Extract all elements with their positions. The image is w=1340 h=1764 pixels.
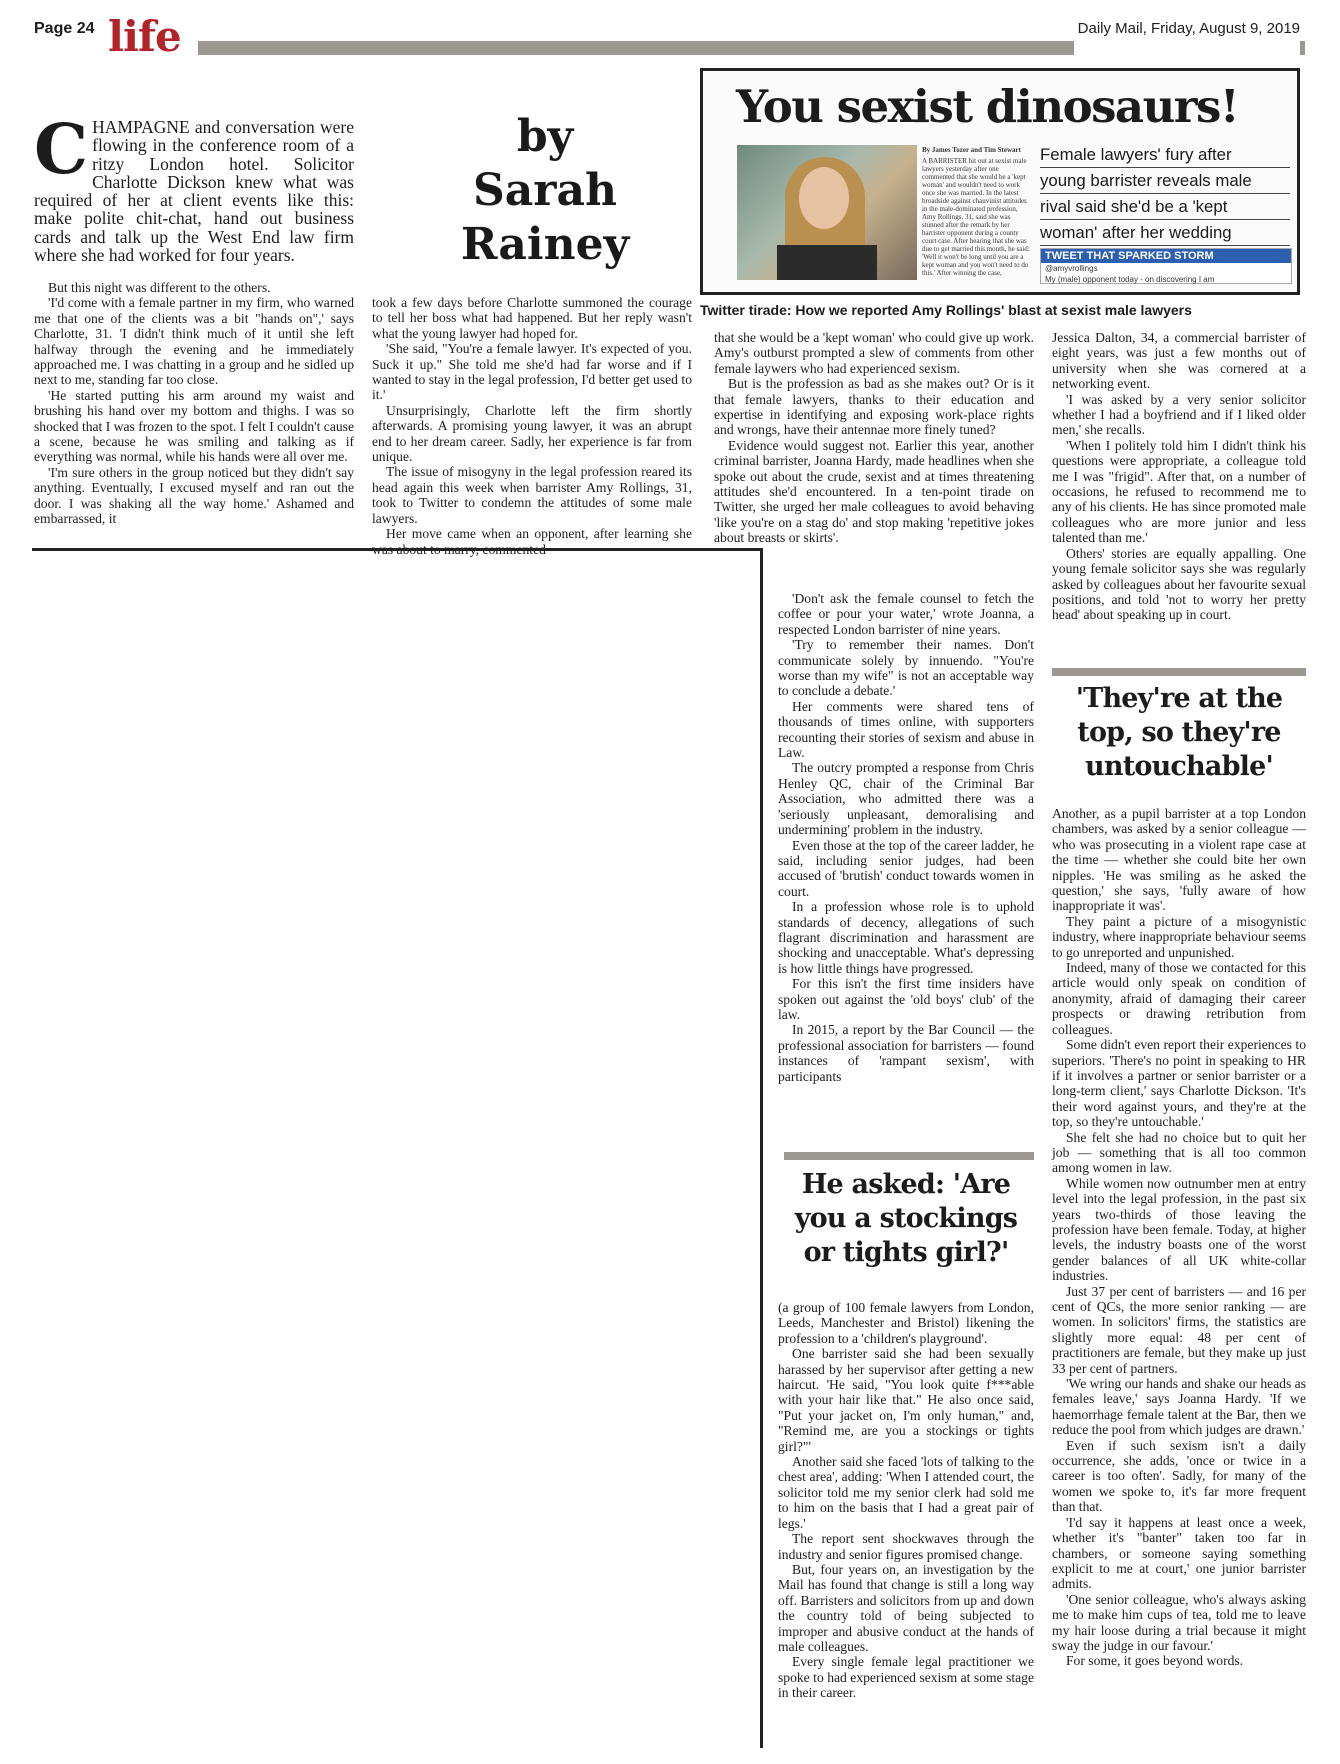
- deck-line: young barrister reveals male: [1040, 168, 1290, 194]
- tweet-box: [1040, 248, 1292, 284]
- paragraph: 'Try to remember their names. Don't communicate solely by innuendo. "You're worse than my wife" is not an acceptable way to conclude a debate.': [778, 637, 1034, 699]
- column-3-bottom: [778, 1300, 1034, 1701]
- paragraph: Another said she faced 'lots of talking to the chest area', adding: 'When I attended court, the solicitor told me my senior clerk had sold me to him on the basis that I had a great pair of legs.': [778, 1454, 1034, 1531]
- dateline: Daily Mail, Friday, August 9, 2019: [1077, 20, 1300, 37]
- column-rule-horizontal: [32, 548, 760, 551]
- paragraph: Unsurprisingly, Charlotte left the firm shortly afterwards. A promising young lawyer, it was an abrupt end to her dream career. Sadly, her experience is far from unique.: [372, 402, 692, 465]
- photo-face: [799, 167, 849, 229]
- drop-cap: C: [34, 110, 89, 190]
- lead-paragraph: [34, 110, 354, 266]
- paragraph: They paint a picture of a misogynistic industry, where inappropriate behaviour seems to go unreported and unpunished.: [1052, 913, 1306, 960]
- paragraph: But this night was different to the others.: [48, 280, 271, 295]
- header-bar: [198, 41, 1074, 55]
- page-number: Page 24: [34, 20, 95, 37]
- paragraph: In a profession whose role is to uphold standards of decency, allegations of such flagrant discrimination and harassment are shocking and unacceptable. What's depressing is how little things have progressed.: [778, 899, 1034, 976]
- column-1: [34, 280, 354, 527]
- inset-caption: Twitter tirade: How we reported Amy Rollings' blast at sexist male lawyers: [700, 302, 1192, 318]
- paragraph: For this isn't the first time insiders have spoken out against the 'old boys' club' of the law.: [778, 976, 1034, 1022]
- paragraph: She felt she had no choice but to quit her job — something that is all too common among women in law.: [1052, 1129, 1306, 1176]
- paragraph: Her move came when an opponent, after learning she: [386, 526, 692, 542]
- paragraph: But, four years on, an investigation by the Mail has found that change is still a long way off. Barristers and solicitors from up and down the country told of being subjected to improper and abusive conduct at the hands of male colleagues.: [778, 1561, 1034, 1654]
- paragraph: took a few days before Charlotte summoned the courage to tell her boss what had happened. But her reply wasn't what the young lawyer had hoped for.: [372, 295, 692, 341]
- subhead-bar: [784, 1152, 1034, 1160]
- section-logo: life: [108, 12, 181, 61]
- paragraph: Indeed, many of those we contacted for this article would only speak on condition of anonymity, afraid of damaging their career prospects or drawing retribution from colleagues.: [1052, 960, 1306, 1037]
- lead-text: HAMPAGNE and conversation were flowing in the conference room of a ritzy London hotel. Solicitor Charlotte Dickson knew what was required of her at client events like this: make polite chit-chat, hand out business cards and talk up the West End law firm where she had worked for four years.: [34, 117, 354, 266]
- paragraph: 'I'm sure others in the group noticed but they didn't say anything. Eventually, I excused myself and ran out the door. I was shaking all the way home.' Ashamed and embarrassed, it: [34, 464, 354, 527]
- paragraph: 'One senior colleague, who's always asking me to make him cups of tea, told me to leave my hair loose during a trial because it might sway the judge in our favour.': [1052, 1591, 1306, 1653]
- deck-line: rival said she'd be a 'kept: [1040, 194, 1290, 220]
- paragraph: But is the profession as bad as she makes out? Or is it that female lawyers, thanks to their education and expertise in identifying and exposing work-place rights and wrongs, have their antennae more finely tuned?: [714, 376, 1034, 438]
- header-bar-end: [1300, 41, 1305, 55]
- column-3-continued: [778, 591, 1034, 1084]
- paragraph: Every single female legal practitioner we spoke to had experienced sexism at some stage in their career.: [778, 1654, 1034, 1701]
- paragraph: 'When I politely told him I didn't think his questions were appropriate, a colleague told me I was "frigid". After that, on a number of occasions, he refused to recommend me to any of his clients. He has since promoted male colleagues who are more junior and less talented than me.': [1052, 437, 1306, 546]
- column-4-bottom: [1052, 806, 1306, 1669]
- paragraph: Just 37 per cent of barristers — and 16 per cent of QCs, the more senior ranking — are women. In solicitors' firms, the statistics are slightly more equal: 48 per cent of practitioners are female, but they make up just 33 per cent of partners.: [1052, 1283, 1306, 1376]
- paragraph: While women now outnumber men at entry level into the legal profession, in the past six years two-thirds of those leaving the profession have been female. Today, at higher levels, the industry boasts one of the worst gender balances of all UK white-collar industries.: [1052, 1175, 1306, 1284]
- column-3: [714, 330, 1034, 546]
- paragraph: Others' stories are equally appalling. One young female solicitor says she was regularly asked by colleagues about her favourite sexual positions, and told 'not to worry her pretty head' about speaking up in court.: [1052, 545, 1306, 623]
- subhead-stockings: He asked: 'Are you a stockings or tights girl?': [794, 1169, 1018, 1268]
- paragraph: that she would be a 'kept woman' who could give up work. Amy's outburst prompted a slew of comments from other female laywers who had experienced sexism.: [714, 330, 1034, 376]
- paragraph: 'He started putting his arm around my waist and brushing his hand over my bottom and thighs. I was so shocked that I was frozen to the spot. I felt I couldn't cause a scene, because he was smiling and talking as if everything was normal, while his hands were all over me.: [34, 387, 354, 465]
- paragraph: Her comments were shared tens of thousands of times online, with supporters recounting their stories of sexism and abuse in Law.: [778, 698, 1034, 761]
- column-rule-vertical: [760, 548, 763, 1748]
- tweet-text: My (male) opponent today - on discovering I am: [1045, 275, 1215, 284]
- deck-line: woman' after her wedding: [1040, 220, 1290, 246]
- paragraph: The issue of misogyny in the legal profession reared its head again this week when barrister Amy Rollings, 31, took to Twitter to condemn the attitudes of some male lawyers.: [372, 464, 692, 526]
- portrait-photo: [737, 145, 917, 280]
- inset-headline: You sexist dinosaurs!: [736, 80, 1239, 133]
- byline-line1: by Sarah: [473, 111, 617, 216]
- column-4: [1052, 330, 1306, 623]
- inset-mini-story: [922, 146, 1032, 277]
- paragraph: (a group of 100 female lawyers from London, Leeds, Manchester and Bristol) likening the profession to a 'children's playground'.: [778, 1300, 1034, 1346]
- inset-clipping: [700, 68, 1300, 295]
- paragraph: The outcry prompted a response from Chris Henley QC, chair of the Criminal Bar Association, who admitted there was a 'seriously unpleasant, demoralising and undermining' problem in the industry.: [778, 760, 1034, 838]
- deck-line: Female lawyers' fury after: [1040, 142, 1290, 168]
- paragraph: 'We wring our hands and shake our heads as females leave,' says Joanna Hardy. 'If we haemorrhage female talent at the Bar, then we reduce the pool from which judges are drawn.': [1052, 1376, 1306, 1438]
- paragraph: Even those at the top of the career ladder, he said, including senior judges, had been accused of 'brutish' conduct towards women in court.: [778, 837, 1034, 899]
- inset-deck: [1040, 142, 1290, 246]
- paragraph: Even if such sexism isn't a daily occurrence, she adds, 'once or twice in a career is too often'. Sadly, for many of the women we spoke to, it's far more frequent than that.: [1052, 1437, 1306, 1515]
- paragraph: 'I'd come with a female partner in my firm, who warned me that one of the clients was a bit "hands on",' says Charlotte, 31. 'I didn't think much of it until she left halfway through the evening and he immediately approached me. I was chatting in a group and he sidled up next to me, standing far too close.: [34, 295, 354, 388]
- paragraph: The report sent shockwaves through the industry and senior figures promised change.: [778, 1531, 1034, 1562]
- paragraph: One barrister said she had been sexually harassed by her supervisor after getting a new haircut. 'He said, "You look quite f***able with your hair like that." He also once said, "Put your jacket on, I'm only human," and, "Remind me, are you a stockings or tights girl?"': [778, 1346, 1034, 1454]
- paragraph: Some didn't even report their experiences to superiors. 'There's no point in speaking to HR if it involves a partner or senior barrister or a long-term client,' says Charlotte Dickson. 'It's their word against yours, and they're at the top, so they're untouchable.': [1052, 1037, 1306, 1130]
- inset-authors: By James Tozer and Tim Stewart: [922, 146, 1021, 154]
- tweet-handle: @amyvrollings: [1045, 264, 1098, 273]
- byline: [440, 110, 650, 272]
- paragraph: 'I was asked by a very senior solicitor whether I had a boyfriend and if I liked older men,' she recalls.: [1052, 391, 1306, 438]
- inset-mini-text: A BARRISTER hit out at sexist male lawyers yesterday after one commented that she would be a 'kept woman' and wouldn't need to work once she was married. In the latest broadside against chauvinist attitudes in the male-dominated profession, Amy Rollings, 31, said she was stunned after the remark by her barrister opponent during a county court case. After hearing that she was due to get married this month, he said: 'Well it won't be long until you are a kept woman and you won't need to do this.' After winning the case,: [922, 157, 1030, 277]
- subhead-untouchable: 'They're at the top, so they're untouchable': [1075, 683, 1283, 782]
- paragraph: Another, as a pupil barrister at a top London chambers, was asked by a senior colleague — who was prosecuting in a violent rape case at the time — whether she could bite her own nipples. 'He was smiling as he asked the question,' she says, 'fully aware of how inappropriate it was'.: [1052, 806, 1306, 914]
- paragraph: Evidence would suggest not. Earlier this year, another criminal barrister, Joanna Hardy, made headlines when she spoke out about the crude, sexist and at times threatening attitudes she'd encountered. In a ten-point tirade on Twitter, she urged her male colleagues to avoid behaving 'like you're on a stag do' and stop making 'repetitive jokes about breasts or skirts'.: [714, 437, 1034, 546]
- paragraph: 'I'd say it happens at least once a week, whether it's "banter" taken too far in chambers, or someone saying something explicit to me at court,' one junior barrister admits.: [1052, 1514, 1306, 1592]
- paragraph: 'Don't ask the female counsel to fetch the coffee or pour your water,' wrote Joanna, a respected London barrister of nine years.: [778, 591, 1034, 637]
- paragraph: In 2015, a report by the Bar Council — the professional association for barristers — found instances of 'rampant sexism', with participants: [778, 1022, 1034, 1084]
- subhead-bar: [1052, 668, 1306, 676]
- paragraph: Jessica Dalton, 34, a commercial barrister of eight years, was just a few months out of university when she was cornered at a networking event.: [1052, 330, 1306, 392]
- byline-line2: Rainey: [460, 219, 630, 270]
- photo-clothing: [777, 245, 877, 280]
- paragraph: For some, it goes beyond words.: [1066, 1653, 1244, 1669]
- tweet-header: TWEET THAT SPARKED STORM: [1041, 249, 1291, 263]
- paragraph: 'She said, "You're a female lawyer. It's expected of you. Suck it up." She told me she'd had far worse and if I wanted to stay in the legal profession, I'd better get used to it.': [372, 341, 692, 403]
- column-2: [372, 295, 692, 557]
